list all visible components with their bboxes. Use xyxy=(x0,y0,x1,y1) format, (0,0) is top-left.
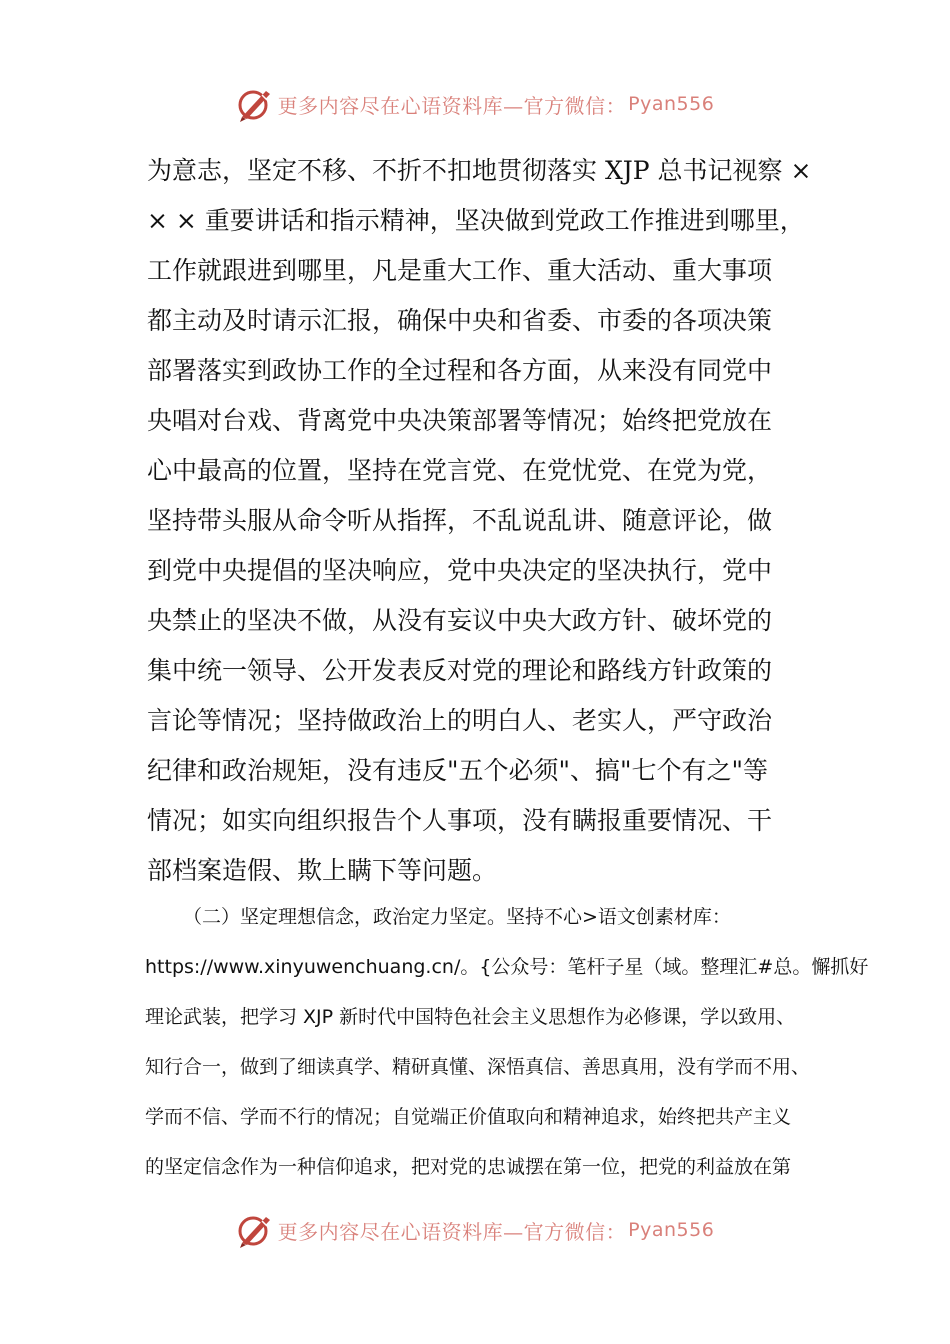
text-line: 工作就跟进到哪里，凡是重大工作、重大活动、重大事项 xyxy=(147,256,773,285)
text-line: 到党中央提倡的坚决响应，党中央决定的坚决执行，党中 xyxy=(147,556,773,585)
text-line: 心中最高的位置，坚持在党言党、在党忧党、在党为党， xyxy=(147,456,773,485)
text-line: 部档案造假、欺上瞒下等问题。 xyxy=(147,856,498,885)
text-line: 纪律和政治规矩，没有违反"五个必须"、搞"七个有之"等 xyxy=(147,756,768,785)
pen-logo-icon xyxy=(236,1211,274,1249)
text-line: 为意志，坚定不移、不折不扣地贯彻落实 XJP 总书记视察 × xyxy=(147,156,812,185)
text-line: 理论武装，把学习 XJP 新时代中国特色社会主义思想作为必修课，学以致用、 xyxy=(145,1006,796,1028)
text-line: 知行合一，做到了细读真学、精研真懂、深悟真信、善思真用，没有学而不用、 xyxy=(145,1056,811,1078)
pen-logo-icon xyxy=(236,85,274,123)
watermark-wechat-id: Pyan556 xyxy=(628,1219,715,1241)
text-line: https://www.xinyuwenchuang.cn/。{公众号：笔杆子星（域。整理汇#总。懈抓好 xyxy=(145,956,869,978)
watermark-wechat-id: Pyan556 xyxy=(628,93,715,115)
text-line: 都主动及时请示汇报，确保中央和省委、市委的各项决策 xyxy=(147,306,773,335)
watermark-footer xyxy=(0,1210,950,1250)
watermark-header xyxy=(0,84,950,124)
text-line: 情况；如实向组织报告个人事项，没有瞒报重要情况、干 xyxy=(147,806,773,835)
text-line: 言论等情况；坚持做政治上的明白人、老实人，严守政治 xyxy=(147,706,773,735)
text-line: 部署落实到政协工作的全过程和各方面，从来没有同党中 xyxy=(147,356,773,385)
watermark-text: 更多内容尽在心语资料库—官方微信： xyxy=(277,1219,627,1244)
text-line: 央禁止的坚决不做，从没有妄议中央大政方针、破坏党的 xyxy=(147,606,773,635)
text-line: 学而不信、学而不行的情况；自觉端正价值取向和精神追求，始终把共产主义 xyxy=(145,1106,792,1128)
text-line: 集中统一领导、公开发表反对党的理论和路线方针政策的 xyxy=(147,656,773,685)
text-line: × × 重要讲话和指示精神，坚决做到党政工作推进到哪里， xyxy=(147,206,805,235)
section-heading-line: （二）坚定理想信念，政治定力坚定。坚持不心>语文创素材库： xyxy=(183,906,731,928)
text-line: 的坚定信念作为一种信仰追求，把对党的忠诚摆在第一位，把党的利益放在第 xyxy=(145,1156,792,1178)
text-line: 央唱对台戏、背离党中央决策部署等情况；始终把党放在 xyxy=(147,406,773,435)
text-line: 坚持带头服从命令听从指挥，不乱说乱讲、随意评论，做 xyxy=(147,506,773,535)
watermark-text: 更多内容尽在心语资料库—官方微信： xyxy=(277,93,627,118)
